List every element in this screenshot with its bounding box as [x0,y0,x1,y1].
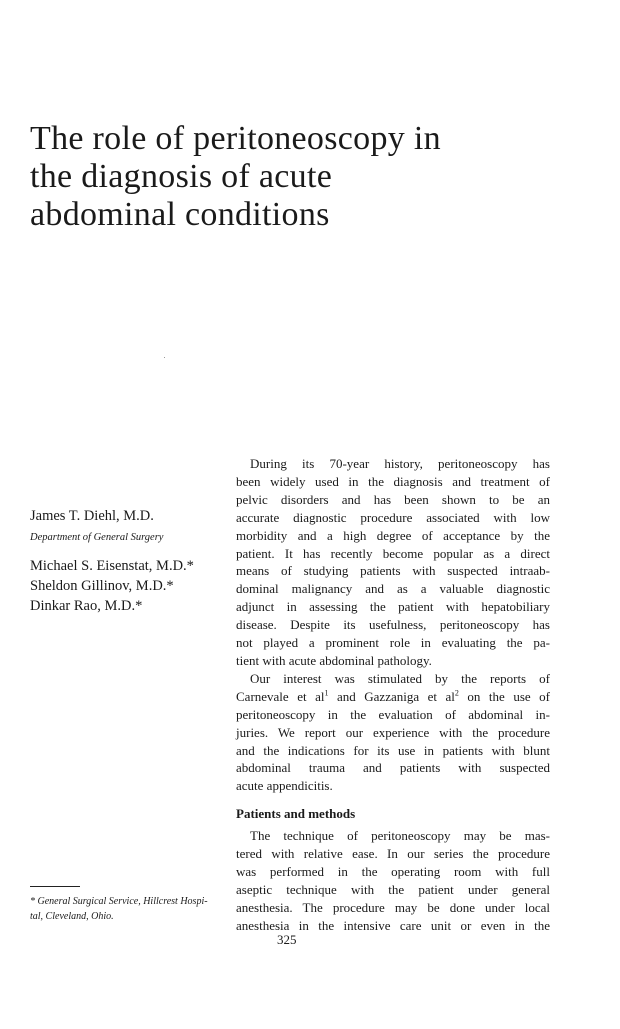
text-line: was performed in the operating room with full [236,863,550,879]
title-line: The role of peritoneoscopy in [30,120,441,157]
footnote-line: tal, Cleveland, Ohio. [30,911,114,922]
footnote-rule [30,886,80,887]
text-line: tered with relative ease. In our series the procedure [236,846,550,862]
text-line: dominal malignancy and as a valuable diagnostic [236,581,550,597]
text-line: aseptic technique with the patient under general [236,881,550,897]
text-line: peritoneoscopy in the evaluation of abdominal in- [236,706,550,722]
article-title [30,120,590,234]
author-block [30,506,230,616]
text-line: disease. Despite its usefulness, peritoneoscopy has [236,617,550,633]
citation-superscript: 2 [454,688,459,698]
text-line: acute appendicitis. [236,778,333,794]
text-line: Our interest was stimulated by the reports of [250,670,550,686]
paragraph-3 [236,827,550,934]
text-line: and the indications for its use in patients with blunt [236,742,550,758]
text-line: means of studying patients with suspected intraab- [236,563,550,579]
author-name: Sheldon Gillinov, M.D.* [30,578,174,594]
author-name: Dinkar Rao, M.D.* [30,598,143,614]
text-line: been widely used in the diagnosis and treatment of [236,473,550,489]
text-line: pelvic disorders and has been shown to be an [236,491,550,507]
paragraph-2 [236,670,550,795]
text-line: The technique of peritoneoscopy may be mas- [250,828,550,844]
text-line: patient. It has recently become popular as a direct [236,545,550,561]
text-fragment: on the use of [458,688,550,704]
title-line: the diagnosis of acute [30,158,333,195]
title-line: abdominal conditions [30,196,330,233]
citation-superscript: 1 [324,688,329,698]
text-line: anesthesia in the intensive care unit or even in the [236,917,550,933]
text-line: adjunct in assessing the patient with hepatobiliary [236,599,550,615]
footnote [30,894,230,924]
text-line: abdominal trauma and patients with suspected [236,760,550,776]
text-line: anesthesia. The procedure may be done under local [236,899,550,915]
text-line: morbidity and a high degree of acceptance by the [236,527,550,543]
text-fragment: Carnevale et al [236,688,325,704]
body-text-column [236,455,550,935]
text-fragment: and Gazzaniga et al [328,688,455,704]
text-line: juries. We report our experience with the procedure [236,724,550,740]
text-line: not played a prominent role in evaluating the pa- [236,635,550,651]
author-name: Michael S. Eisenstat, M.D.* [30,558,194,574]
text-line: tient with acute abdominal pathology. [236,652,432,668]
section-heading: Patients and methods [236,806,356,822]
text-line: accurate diagnostic procedure associated with low [236,509,550,525]
author-name: James T. Diehl, M.D. [30,508,154,524]
page-number: 325 [277,932,297,947]
text-line: During its 70-year history, peritoneoscopy has [250,456,550,471]
stray-mark [164,357,165,358]
footnote-line: * General Surgical Service, Hillcrest Hospi- [30,896,208,907]
author-department: Department of General Surgery [30,532,164,543]
paragraph-1 [236,455,550,670]
text-line-with-citations [236,688,550,706]
